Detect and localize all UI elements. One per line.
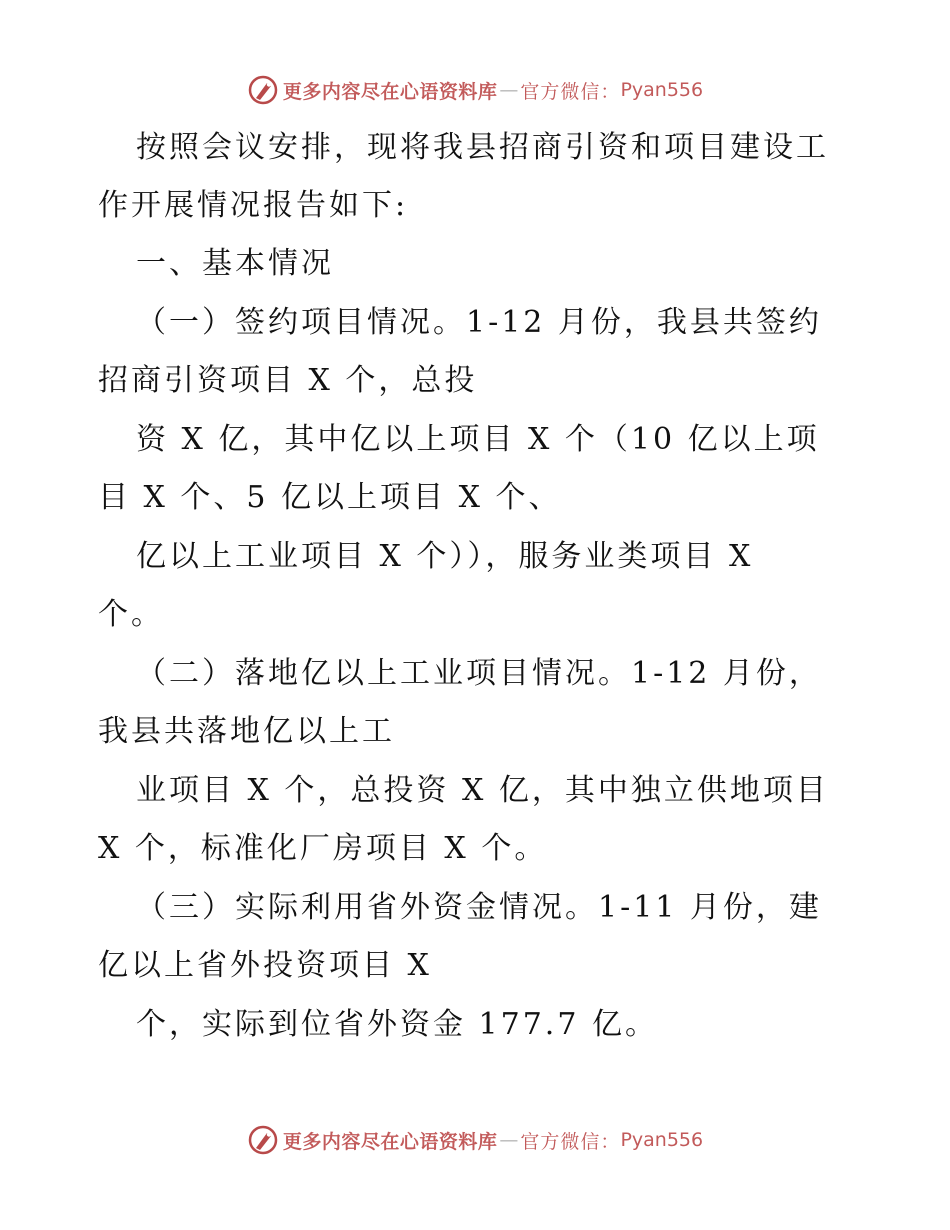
- watermark-header: [0, 70, 950, 110]
- body-line: （三）实际利用省外资金情况。1-11 月份，建: [136, 890, 822, 925]
- body-line: 招商引资项目 X 个，总投: [98, 363, 478, 398]
- body-line: 个，实际到位省外资金 177.7 亿。: [136, 1007, 658, 1042]
- body-line: 作开展情况报告如下:: [98, 188, 409, 223]
- body-line: 亿以上省外投资项目 X: [98, 948, 432, 983]
- pen-logo-icon: [247, 74, 279, 106]
- watermark-wechat-id: Pyan556: [620, 1129, 704, 1151]
- body-line: 按照会议安排，现将我县招商引资和项目建设工: [136, 130, 829, 165]
- watermark-wechat-label: 官方微信：: [520, 80, 621, 103]
- watermark-separator: —: [499, 1129, 519, 1151]
- body-line: （一）签约项目情况。1-12 月份，我县共签约: [136, 305, 822, 340]
- body-line: 资 X 亿，其中亿以上项目 X 个（10 亿以上项: [136, 422, 820, 457]
- section-heading: 一、基本情况: [136, 246, 334, 281]
- watermark-footer: [0, 1120, 950, 1160]
- body-line: 亿以上工业项目 X 个）），服务业类项目 X: [136, 539, 754, 574]
- watermark-site: 更多内容尽在心语资料库: [282, 1130, 498, 1153]
- watermark-site: 更多内容尽在心语资料库: [282, 80, 498, 103]
- body-line: （二）落地亿以上工业项目情况。1-12 月份，: [136, 656, 822, 691]
- body-line: 我县共落地亿以上工: [98, 714, 395, 749]
- pen-logo-icon: [247, 1124, 279, 1156]
- watermark-wechat-label: 官方微信：: [520, 1130, 621, 1153]
- body-line: 业项目 X 个，总投资 X 亿，其中独立供地项目: [136, 773, 829, 808]
- body-line: X 个，标准化厂房项目 X 个。: [98, 831, 548, 866]
- body-line: 个。: [98, 597, 164, 632]
- body-line: 目 X 个、5 亿以上项目 X 个、: [98, 480, 562, 515]
- watermark-wechat-id: Pyan556: [620, 79, 704, 101]
- watermark-separator: —: [499, 79, 519, 101]
